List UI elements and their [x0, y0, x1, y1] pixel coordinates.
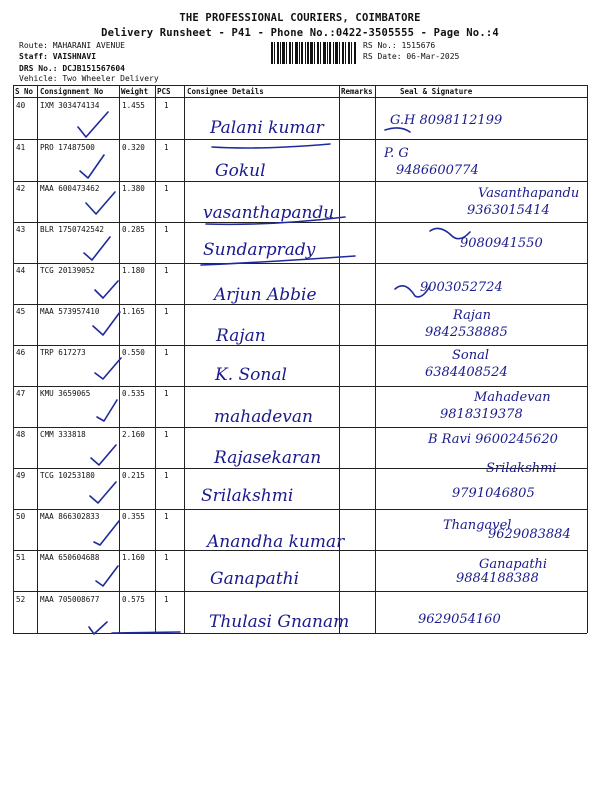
check-mark	[95, 358, 121, 379]
row-signature: Mahadevan	[474, 390, 551, 405]
row-weight: 0.355	[122, 512, 145, 521]
row-weight: 1.165	[122, 307, 145, 316]
row-consignment-no: BLR 1750742542	[40, 225, 105, 234]
row-consignment-no: MAA 650604688	[40, 553, 100, 562]
col-header-consignment: Consignment No	[40, 87, 104, 96]
row-signature-phone: 9884188388	[456, 571, 539, 586]
column-divider	[119, 85, 120, 633]
row-signature-phone: 6384408524	[425, 365, 508, 380]
row-signature-phone: 9363015414	[467, 203, 550, 218]
row-signature: 9003052724	[420, 280, 503, 295]
company-title: THE PROFESSIONAL COURIERS, COIMBATORE	[179, 12, 421, 24]
staff-label: Staff: VAISHNAVI	[19, 52, 97, 61]
row-sno: 47	[16, 389, 26, 398]
row-pcs: 1	[164, 225, 169, 234]
row-divider	[13, 427, 587, 428]
row-divider	[13, 509, 587, 510]
row-consignment-no: IXM 303474134	[40, 101, 100, 110]
row-consignment-no: MAA 600473462	[40, 184, 100, 193]
col-header-weight: Weight	[121, 87, 149, 96]
row-consignee-handwriting: Arjun Abbie	[214, 285, 317, 305]
row-weight: 1.180	[122, 266, 145, 275]
row-divider	[13, 181, 587, 182]
row-consignment-no: CMM 333818	[40, 430, 86, 439]
underline-stroke	[385, 128, 410, 132]
row-pcs: 1	[164, 471, 169, 480]
vehicle-label: Vehicle: Two Wheeler Delivery	[19, 74, 159, 83]
row-signature-phone: 9818319378	[440, 407, 523, 422]
column-divider	[155, 85, 156, 633]
row-signature: Ganapathi	[479, 557, 548, 572]
rs-number: RS No.: 1515676	[363, 41, 436, 50]
row-signature: Rajan	[453, 308, 491, 323]
row-pcs: 1	[164, 389, 169, 398]
row-weight: 2.160	[122, 430, 145, 439]
col-header-consignee: Consignee Details	[187, 87, 264, 96]
row-signature: Srilakshmi	[486, 461, 557, 476]
row-pcs: 1	[164, 595, 169, 604]
row-consignee-handwriting: Anandha kumar	[207, 532, 345, 552]
row-signature-phone: 9629083884	[488, 527, 571, 542]
underline-stroke	[212, 144, 330, 148]
row-divider	[13, 345, 587, 346]
row-sno: 41	[16, 143, 26, 152]
route-label: Route: MAHARANI AVENUE	[19, 41, 125, 50]
row-signature: P. G	[384, 146, 409, 161]
row-consignee-handwriting: Sundarprady	[203, 240, 316, 260]
row-pcs: 1	[164, 101, 169, 110]
row-signature: 9080941550	[460, 236, 543, 251]
row-consignee-handwriting: Palani kumar	[210, 118, 324, 138]
row-signature: G.H 8098112199	[390, 113, 503, 128]
row-signature: 9629054160	[418, 612, 501, 627]
row-consignee-handwriting: Srilakshmi	[201, 486, 294, 506]
row-weight: 0.320	[122, 143, 145, 152]
row-consignee-handwriting: Rajan	[216, 326, 266, 346]
row-signature: Vasanthapandu	[478, 186, 580, 201]
row-signature-phone: 9486600774	[396, 163, 479, 178]
barcode-image	[271, 42, 356, 64]
col-header-pcs: PCS	[157, 87, 171, 96]
column-divider	[587, 85, 588, 633]
row-consignee-handwriting: Gokul	[215, 161, 266, 181]
row-sno: 43	[16, 225, 26, 234]
row-sno: 49	[16, 471, 26, 480]
check-mark	[90, 482, 116, 503]
check-mark	[78, 112, 108, 137]
col-header-remarks: Remarks	[341, 87, 373, 96]
row-signature: Thangavel	[443, 518, 512, 533]
row-consignee-handwriting: mahadevan	[214, 407, 313, 427]
row-sno: 45	[16, 307, 26, 316]
check-mark	[80, 155, 104, 178]
table-bottom-border	[13, 633, 587, 634]
row-weight: 0.215	[122, 471, 145, 480]
row-weight: 0.535	[122, 389, 145, 398]
row-sno: 48	[16, 430, 26, 439]
col-header-sno: S No	[15, 87, 34, 96]
row-weight: 0.285	[122, 225, 145, 234]
row-divider	[13, 591, 587, 592]
row-signature-phone: 9842538885	[425, 325, 508, 340]
row-signature: B Ravi 9600245620	[428, 432, 558, 447]
column-divider	[375, 85, 376, 633]
row-consignment-no: PRO 17487500	[40, 143, 95, 152]
row-weight: 0.575	[122, 595, 145, 604]
row-consignment-no: MAA 705008677	[40, 595, 100, 604]
column-divider	[13, 85, 14, 633]
column-divider	[184, 85, 185, 633]
row-signature-phone: 9791046805	[452, 486, 535, 501]
row-consignment-no: TCG 20139052	[40, 266, 95, 275]
row-weight: 1.160	[122, 553, 145, 562]
row-consignee-handwriting: vasanthapandu	[203, 203, 335, 223]
check-mark	[97, 400, 117, 421]
row-divider	[13, 263, 587, 264]
row-sno: 44	[16, 266, 26, 275]
row-sno: 46	[16, 348, 26, 357]
row-sno: 42	[16, 184, 26, 193]
row-consignee-handwriting: Ganapathi	[210, 569, 300, 589]
table-header-border	[13, 97, 587, 98]
row-pcs: 1	[164, 348, 169, 357]
runsheet-title: Delivery Runsheet - P41 - Phone No.:0422-3505555 - Page No.:4	[101, 27, 499, 39]
check-mark	[84, 237, 110, 260]
check-mark	[96, 566, 118, 586]
row-pcs: 1	[164, 307, 169, 316]
row-weight: 1.455	[122, 101, 145, 110]
check-mark	[94, 521, 119, 545]
col-header-seal-signature: Seal & Signature	[400, 87, 473, 96]
row-consignee-handwriting: K. Sonal	[215, 365, 287, 385]
row-signature: Sonal	[452, 348, 490, 363]
row-pcs: 1	[164, 553, 169, 562]
table-top-border	[13, 85, 587, 86]
row-weight: 0.550	[122, 348, 145, 357]
column-divider	[37, 85, 38, 633]
row-pcs: 1	[164, 184, 169, 193]
row-pcs: 1	[164, 266, 169, 275]
row-weight: 1.380	[122, 184, 145, 193]
row-consignee-handwriting: Rajasekaran	[214, 448, 322, 468]
rs-date: RS Date: 06-Mar-2025	[363, 52, 460, 61]
check-mark	[86, 192, 115, 214]
row-pcs: 1	[164, 512, 169, 521]
check-mark	[95, 281, 118, 298]
row-sno: 52	[16, 595, 26, 604]
row-consignment-no: TRP 617273	[40, 348, 86, 357]
row-consignment-no: TCG 10253180	[40, 471, 95, 480]
row-pcs: 1	[164, 143, 169, 152]
drs-number: DRS No.: DCJB151567604	[19, 64, 125, 73]
row-pcs: 1	[164, 430, 169, 439]
check-mark	[91, 445, 116, 465]
row-divider	[13, 139, 587, 140]
row-sno: 51	[16, 553, 26, 562]
row-consignment-no: MAA 573957410	[40, 307, 100, 316]
row-sno: 50	[16, 512, 26, 521]
row-consignment-no: MAA 866302833	[40, 512, 100, 521]
row-consignment-no: KMU 3659065	[40, 389, 91, 398]
row-divider	[13, 386, 587, 387]
row-sno: 40	[16, 101, 26, 110]
row-consignee-handwriting: Thulasi Gnanam	[209, 612, 350, 632]
